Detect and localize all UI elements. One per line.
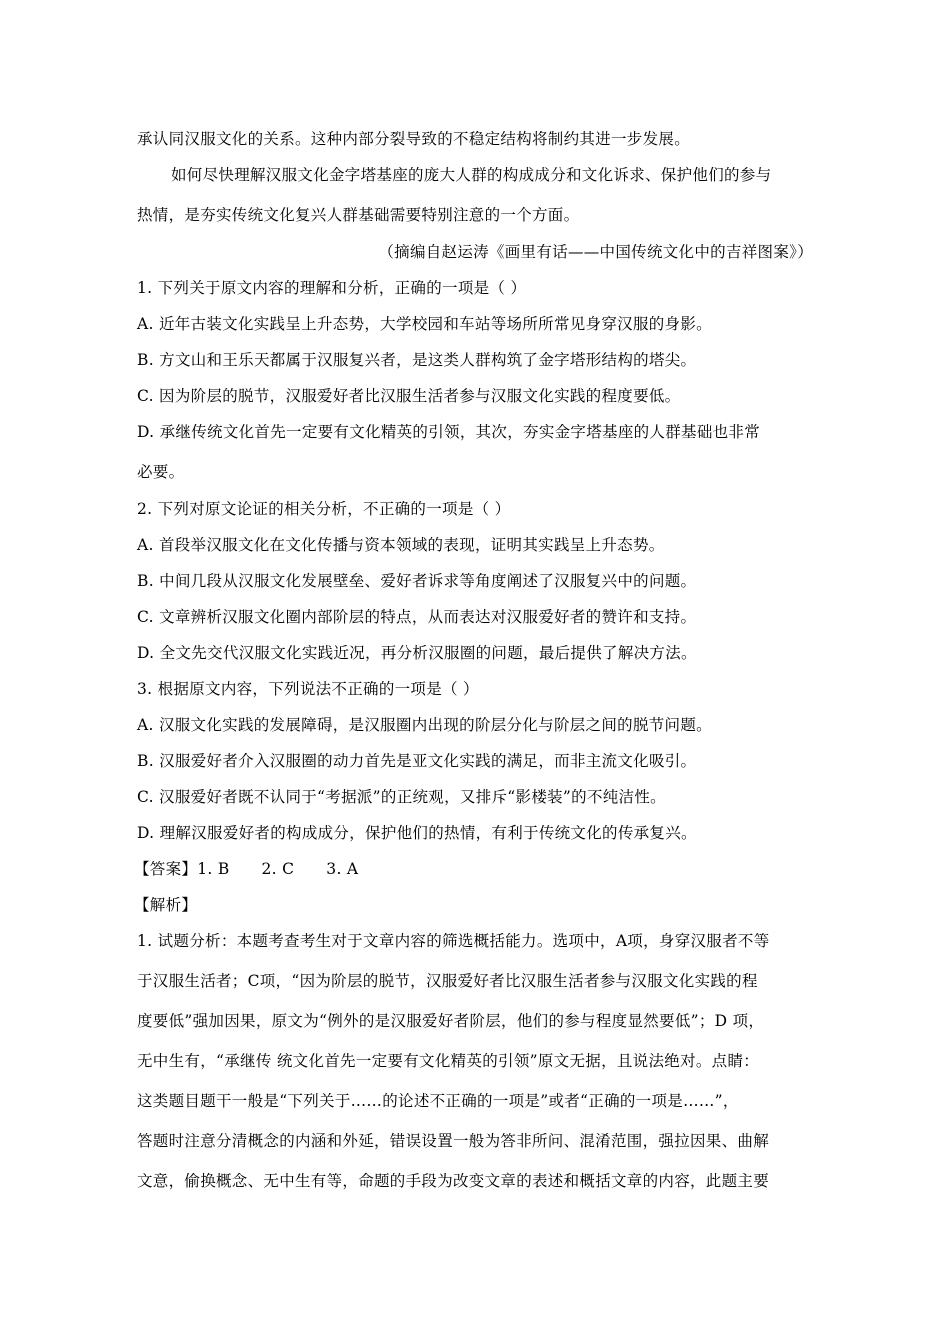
analysis-line: 1. 试题分析：本题考查考生对于文章内容的筛选概括能力。选项中，A项，身穿汉服者不等 — [137, 932, 770, 950]
passage-line: 承认同汉服文化的关系。这种内部分裂导致的不稳定结构将制约其进一步发展。 — [137, 130, 691, 148]
question-3-option-d: D. 理解汉服爱好者的构成成分，保护他们的热情，有利于传统文化的传承复兴。 — [137, 824, 697, 842]
analysis-label: 【解析】 — [134, 896, 198, 914]
answer-line — [134, 857, 358, 879]
question-3-option-a: A. 汉服文化实践的发展障碍，是汉服圈内出现的阶层分化与阶层之间的脱节问题。 — [137, 716, 712, 734]
analysis-line: 无中生有，“承继传 统文化首先一定要有文化精英的引领”原文无据，且说法绝对。点睛： — [137, 1052, 760, 1070]
question-1-option-d-continued: 必要。 — [137, 463, 185, 481]
answer-1: 1. B — [197, 860, 230, 878]
answer-2: 2. C — [261, 860, 295, 878]
question-2-option-c: C. 文章辨析汉服文化圈内部阶层的特点，从而表达对汉服爱好者的赞许和支持。 — [137, 608, 697, 626]
question-3-stem: 3. 根据原文内容，下列说法不正确的一项是（ ） — [137, 680, 479, 698]
answer-3: 3. A — [326, 860, 359, 878]
analysis-line: 于汉服生活者；C项，“因为阶层的脱节，汉服爱好者比汉服生活者参与汉服文化实践的程 — [137, 972, 758, 990]
question-3-option-b: B. 汉服爱好者介入汉服圈的动力首先是亚文化实践的满足，而非主流文化吸引。 — [137, 752, 697, 770]
analysis-line: 答题时注意分清概念的内涵和外延，错误设置一般为答非所问、混淆范围，强拉因果、曲解 — [137, 1132, 770, 1150]
question-1-option-d: D. 承继传统文化首先一定要有文化精英的引领，其次，夯实金字塔基座的人群基础也非常 — [137, 423, 761, 441]
question-2-option-d: D. 全文先交代汉服文化实践近况，再分析汉服圈的问题，最后提供了解决方法。 — [137, 644, 697, 662]
analysis-line: 这类题目题干一般是“下列关于……的论述不正确的一项是”或者“正确的一项是……”， — [137, 1092, 739, 1110]
question-1-option-a: A. 近年古装文化实践呈上升态势，大学校园和车站等场所所常见身穿汉服的身影。 — [137, 315, 712, 333]
question-2-option-a: A. 首段举汉服文化在文化传播与资本领域的表现，证明其实践呈上升态势。 — [137, 536, 665, 554]
question-2-option-b: B. 中间几段从汉服文化发展壁垒、爱好者诉求等角度阐述了汉服复兴中的问题。 — [137, 572, 697, 590]
question-3-option-c: C. 汉服爱好者既不认同于“考据派”的正统观，又排斥“影楼装”的不纯洁性。 — [137, 788, 666, 806]
analysis-line: 度要低”强加因果，原文为“例外的是汉服爱好者阶层，他们的参与程度显然要低”；D 项， — [137, 1012, 765, 1030]
analysis-line: 文意，偷换概念、无中生有等，命题的手段为改变文章的表述和概括文章的内容，此题主要 — [137, 1172, 770, 1190]
question-2-stem: 2. 下列对原文论证的相关分析，不正确的一项是（ ） — [137, 500, 511, 518]
answer-label: 【答案】 — [134, 860, 198, 878]
passage-paragraph-line: 热情，是夯实传统文化复兴人群基础需要特别注意的一个方面。 — [137, 206, 580, 224]
passage-paragraph-line: 如何尽快理解汉服文化金字塔基座的庞大人群的构成成分和文化诉求、保护他们的参与 — [171, 166, 772, 184]
source-citation-text: （摘编自赵运涛《画里有话——中国传统文化中的吉祥图案》） — [378, 243, 813, 261]
question-1-stem: 1. 下列关于原文内容的理解和分析，正确的一项是（ ） — [137, 279, 527, 297]
question-1-option-b: B. 方文山和王乐天都属于汉服复兴者，是这类人群构筑了金字塔形结构的塔尖。 — [137, 351, 697, 369]
question-1-option-c: C. 因为阶层的脱节，汉服爱好者比汉服生活者参与汉服文化实践的程度要低。 — [137, 387, 681, 405]
